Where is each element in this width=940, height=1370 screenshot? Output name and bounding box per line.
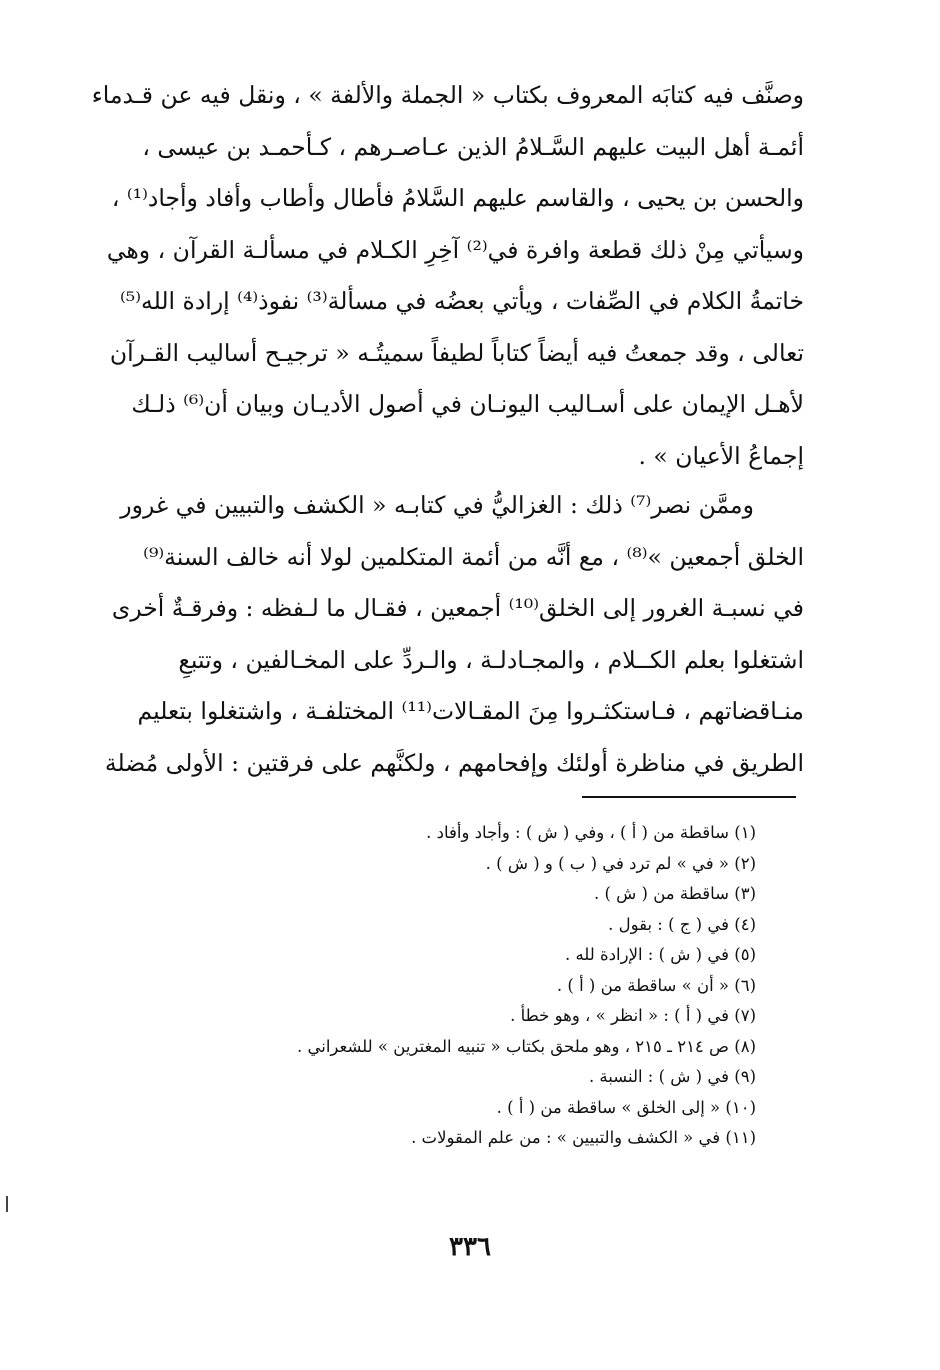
text-line: وسيأتي مِنْ ذلك قطعة وافرة في⁽²⁾ آخِرِ الكـلام في مسألـة القرآن ، وهي <box>106 235 804 264</box>
text-line: خاتمةُ الكلام في الصِّفات ، ويأتي بعضُه في مسألة⁽³⁾ نفوذ⁽⁴⁾ إرادة الله⁽⁵⁾ <box>120 287 804 315</box>
footnote-divider <box>582 796 796 798</box>
footnote: (٧) في ( أ ) : « انظر » ، وهو خطأ . <box>510 1006 756 1025</box>
text-line: الطريق في مناظرة أولئك وإفحامهم ، ولكنَّهم على فرقتين : الأولى مُضلة <box>104 748 804 777</box>
footnote: (٥) في ( ش ) : الإرادة لله . <box>564 945 756 964</box>
text-line: تعالى ، وقد جمعتُ فيه أيضاً كتاباً لطيفاً سميتُـه « ترجيـح أساليب القـرآن <box>109 338 804 367</box>
footnote: (٩) في ( ش ) : النسبة . <box>588 1067 756 1086</box>
text-line: والحسن بن يحيى ، والقاسم عليهم السَّلامُ فأطال وأطاب وأفاد وأجاد⁽¹⁾ ، <box>111 184 804 212</box>
footnote: (١) ساقطة من ( أ ) ، وفي ( ش ) : وأجاد وأفاد . <box>426 823 756 842</box>
text-line: منـاقضاتهم ، فـاستكثـروا مِنَ المقـالات⁽¹¹⁾ المختلفـة ، واشتغلوا بتعليم <box>137 697 804 725</box>
footnotes <box>297 818 756 1154</box>
text-line: اشتغلوا بعلم الكــلام ، والمجـادلـة ، والـردِّ على المخـالفين ، وتتبعِ <box>178 645 804 674</box>
text-line: لأهـل الإيمان على أسـاليب اليونـان في أصول الأديـان وبيان أن⁽⁶⁾ ذلـك <box>131 390 804 418</box>
footnote: (٤) في ( ج ) : بقول . <box>608 914 756 934</box>
text-line: وصنَّف فيه كتابَه المعروف بكتاب « الجملة والألفة » ، ونقل فيه عن قـدماء <box>91 81 804 109</box>
text-line: إجماعُ الأعيان » . <box>638 441 804 470</box>
main-text <box>91 70 804 482</box>
footnote: (٢) « في » لم ترد في ( ب ) و ( ش ) . <box>485 853 756 873</box>
footnote: (٨) ص ٢١٤ ـ ٢١٥ ، وهو ملحق بكتاب « تنبيه المغترين » للشعراني . <box>296 1036 756 1056</box>
scan-edge-mark <box>6 1196 8 1212</box>
footnote: (١٠) « إلى الخلق » ساقطة من ( أ ) . <box>496 1097 756 1117</box>
text-line: في نسبـة الغرور إلى الخلق⁽¹⁰⁾ أجمعين ، فقـال ما لـفظه : وفرقـةٌ أخرى <box>111 594 804 622</box>
footnote: (٣) ساقطة من ( ش ) . <box>594 884 756 903</box>
text-line: الخلق أجمعين »⁽⁸⁾ ، مع أنَّه من أئمة المتكلمين لولا أنه خالف السنة⁽⁹⁾ <box>143 542 804 571</box>
text-line: أئمـة أهل البيت عليهم السَّـلامُ الذين عـاصـرهم ، كـأحمـد بن عيسى ، <box>142 132 804 161</box>
second-paragraph <box>104 480 804 789</box>
footnote: (٦) « أن » ساقطة من ( أ ) . <box>556 975 756 995</box>
page-number: ٣٣٦ <box>449 1232 491 1262</box>
text-line: وممَّن نصر⁽⁷⁾ ذلك : الغزاليُّ في كتابـه « الكشف والتبيين في غرور <box>120 491 754 519</box>
footnote: (١١) في « الكشف والتبيين » : من علم المقولات . <box>411 1128 756 1147</box>
